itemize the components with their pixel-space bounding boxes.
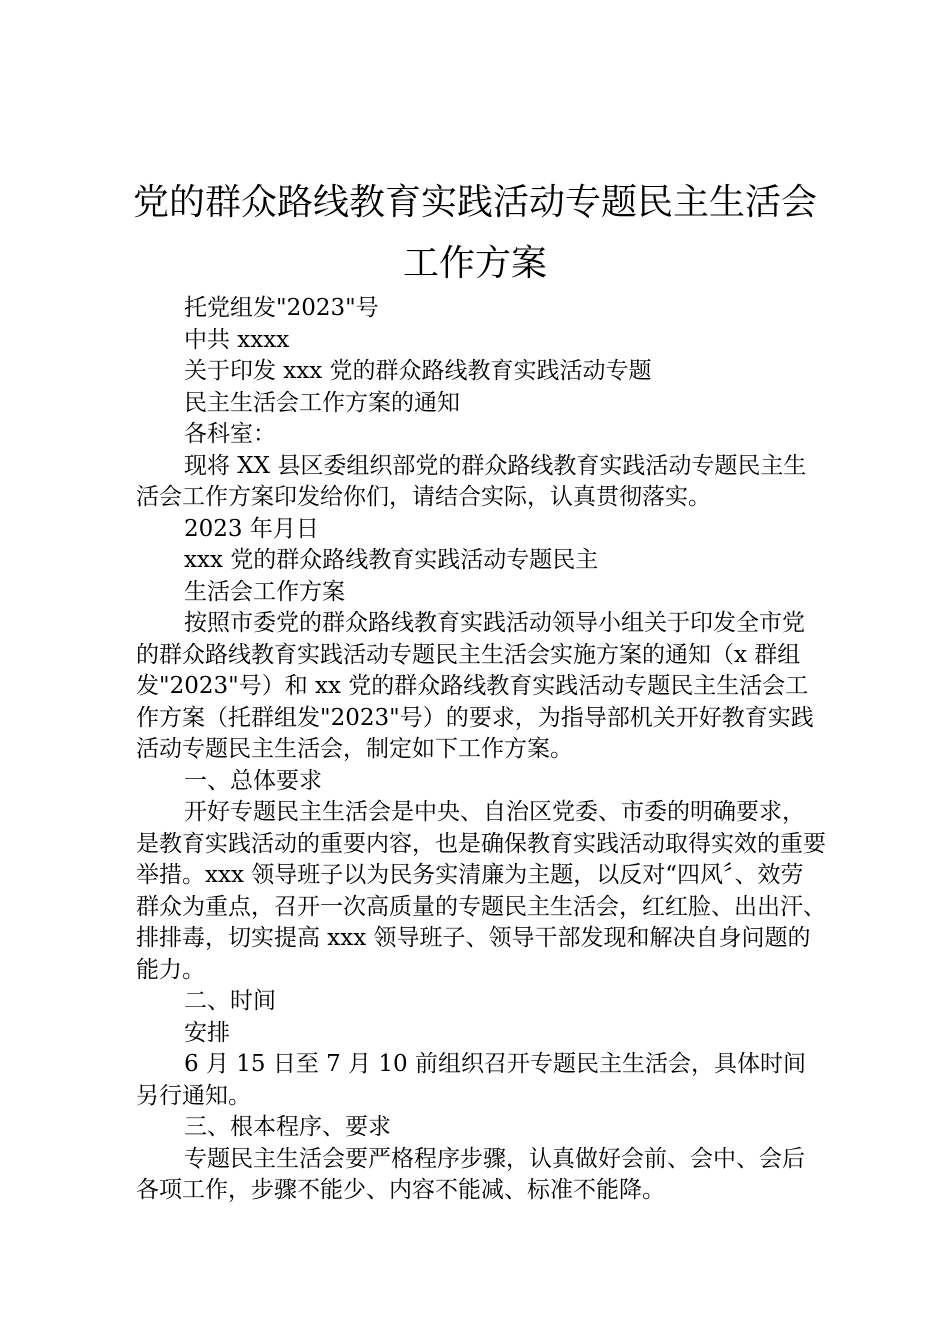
section-1-paragraph: 开好专题民主生活会是中央、自治区党委、市委的明确要求，是教育实践活动的重要内容，也是确保教育实践活动取得实效的重要举措。xxx 领导班子以为民务实清廉为主题，以反对“四风〞、效劳群众为重点，召开一次高质量的专题民主生活会，红红脸、出出汗、排排毒，切实提高 xxx 领导班子、领导干部发现和解决自身问题的能力。 [136,799,826,983]
section-heading-2: 二、时间 [184,988,276,1014]
section-3-paragraph: 专题民主生活会要严格程序步骤，认真做好会前、会中、会后各项工作，步骤不能少、内容不能减、标准不能降。 [136,1145,805,1203]
section-heading-1: 一、总体要求 [184,767,322,794]
plan-title-line-2: 生活会工作方案 [184,578,345,605]
section-2-paragraph: 6 月 15 日至 7 月 10 前组织召开专题民主生活会，具体时间另行通知。 [136,1051,806,1109]
document-number: 托党组发"2023"号 [184,295,379,321]
notice-paragraph: 现将 XX 县区委组织部党的群众路线教育实践活动专题民主生活会工作方案印发给你们，请结合实际，认真贯彻落实。 [136,452,807,510]
recipient: 各科室： [184,421,276,447]
plan-title-line-1: xxx 党的群众路线教育实践活动专题民主 [184,547,599,573]
document-body [136,293,826,1207]
notice-title-line-1: 关于印发 xxx 党的群众路线教育实践活动专题 [184,358,652,384]
section-heading-2-cont: 安排 [184,1019,230,1046]
section-heading-3: 三、根本程序、要求 [184,1114,391,1140]
issuing-org: 中共 xxxx [184,326,290,353]
notice-date: 2023 年月日 [184,515,319,542]
notice-title-line-2: 民主生活会工作方案的通知 [184,389,460,416]
intro-paragraph: 按照市委党的群众路线教育实践活动领导小组关于印发全市党的群众路线教育实践活动专题民主生活会实施方案的通知（x 群组发"2023"号）和 xx 党的群众路线教育实践活动专题民主生活会工作方案（托群组发"2023"号）的要求，为指导部机关开好教育实践活动专题民主生活会，制定如下工作方案。 [136,610,814,762]
document-title-line-1: 党的群众路线教育实践活动专题民主生活会 [132,182,817,223]
document-title-line-2: 工作方案 [402,243,547,284]
